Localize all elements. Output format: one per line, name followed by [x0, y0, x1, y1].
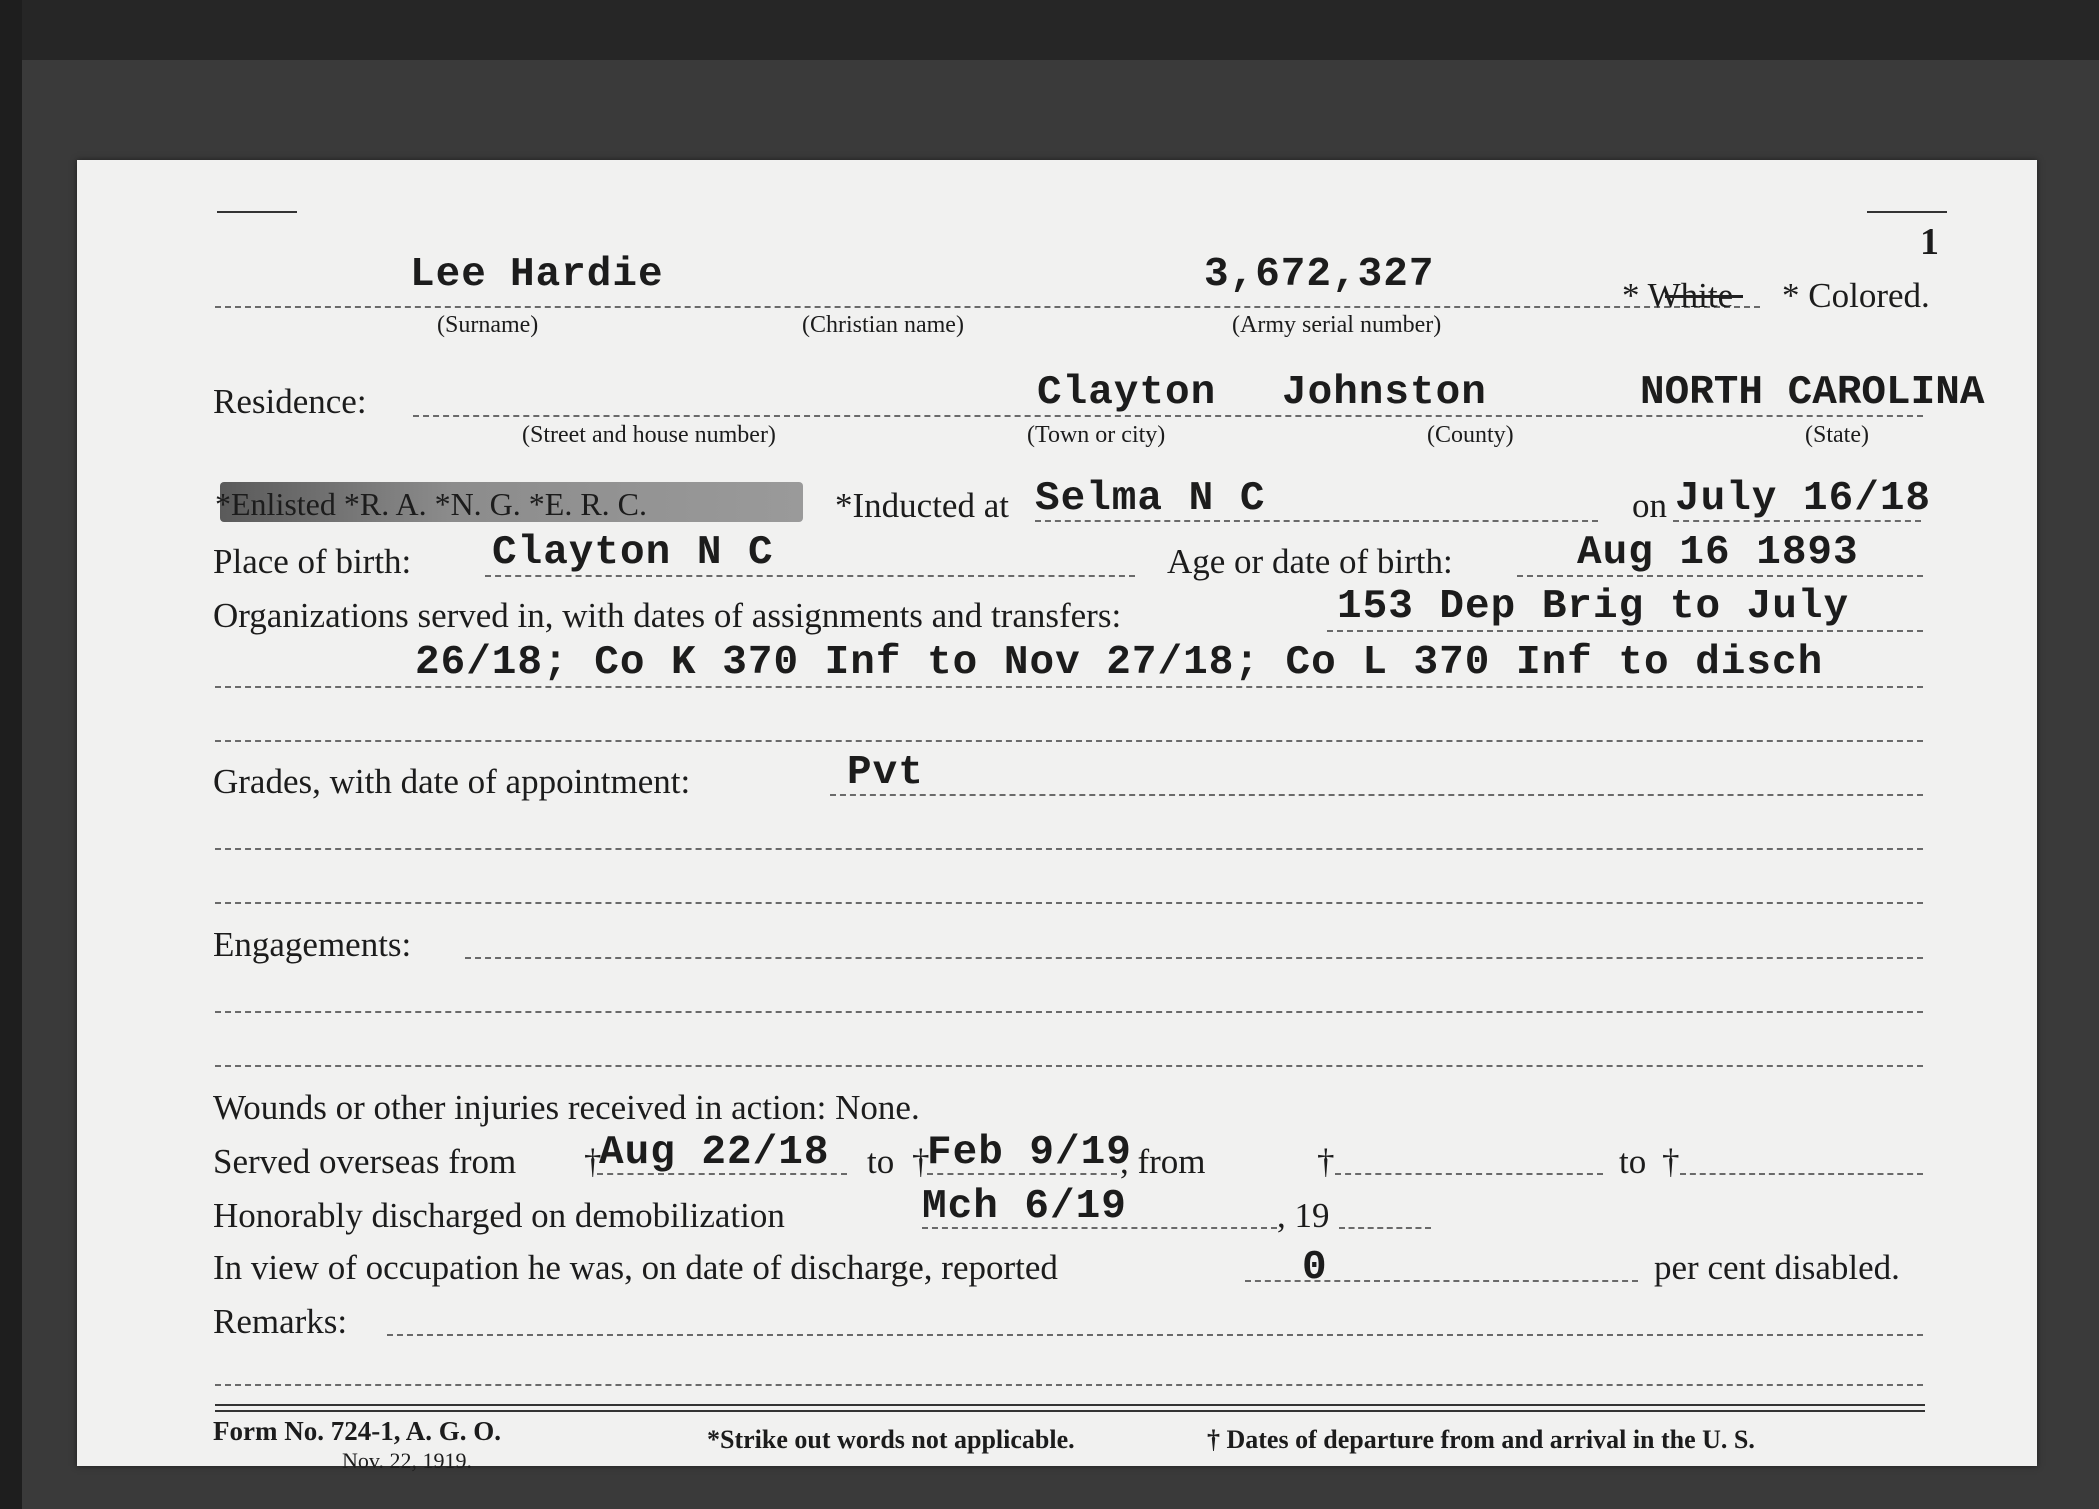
org-line2-value: 26/18; Co K 370 Inf to Nov 27/18; Co L 370 Inf to disch	[415, 640, 1824, 686]
remarks-label: Remarks:	[213, 1302, 348, 1341]
inducted-label: *Inducted at	[835, 486, 1009, 525]
engagements-line2	[215, 1011, 1923, 1013]
grades-label: Grades, with date of appointment:	[213, 762, 691, 801]
to-label: to	[867, 1142, 895, 1181]
enlisted-options: *Enlisted *R. A. *N. G. *E. R. C.	[215, 486, 648, 522]
christian-caption: (Christian name)	[802, 312, 964, 338]
christian-name-value: Hardie	[510, 252, 664, 298]
county-caption: (County)	[1427, 422, 1514, 448]
birth-place-value: Clayton N C	[492, 530, 774, 576]
nineteen-label: , 19	[1277, 1196, 1330, 1235]
engagements-label: Engagements:	[213, 925, 412, 964]
background-top	[0, 0, 2099, 60]
dagger-3: †	[1317, 1142, 1335, 1181]
org-line1-value: 153 Dep Brig to July	[1337, 584, 1850, 630]
org-line1-rule	[1327, 630, 1923, 632]
from-label-2: , from	[1120, 1142, 1206, 1181]
birth-date-line	[1517, 575, 1923, 577]
footer-rule-1	[215, 1404, 1925, 1406]
date-line	[1673, 520, 1921, 522]
service-record-card	[77, 160, 2037, 1473]
corner-mark-left	[217, 211, 297, 213]
to-label-2: to	[1619, 1142, 1647, 1181]
discharge-date-value: Mch 6/19	[922, 1184, 1127, 1230]
form-date: Nov. 22, 1919.	[342, 1448, 472, 1473]
discharge-label: Honorably discharged on demobilization	[213, 1196, 785, 1235]
inducted-place-value: Selma N C	[1035, 476, 1266, 522]
town-caption: (Town or city)	[1027, 422, 1166, 448]
inducted-date-value: July 16/18	[1675, 476, 1932, 522]
overseas-from-value: Aug 22/18	[599, 1130, 830, 1176]
overseas-label: Served overseas from	[213, 1142, 517, 1181]
to2-line	[1680, 1173, 1923, 1175]
grades-line3	[215, 902, 1923, 904]
form-number: Form No. 724-1, A. G. O.	[213, 1416, 501, 1446]
year-line	[1339, 1227, 1431, 1229]
org-line2-rule	[215, 686, 1923, 688]
footer-rule-2	[215, 1410, 1925, 1412]
org-line3-rule	[215, 740, 1923, 742]
on-label: on	[1632, 486, 1667, 525]
name-line	[215, 306, 1760, 308]
overseas-to-line	[927, 1173, 1117, 1175]
corner-mark-right	[1867, 211, 1947, 213]
overseas-to-value: Feb 9/19	[927, 1130, 1132, 1176]
birth-place-line	[485, 575, 1135, 577]
engagements-line3	[215, 1065, 1923, 1067]
grade-value: Pvt	[847, 750, 924, 796]
footnote-dates: † Dates of departure from and arrival in the U. S.	[1207, 1425, 1755, 1454]
disabled-value: 0	[1302, 1245, 1328, 1291]
wounds-text: Wounds or other injuries received in action: None.	[213, 1088, 920, 1127]
county-value: Johnston	[1282, 370, 1487, 416]
birth-date-value: Aug 16 1893	[1577, 530, 1859, 576]
birth-label: Place of birth:	[213, 542, 412, 581]
footnote-strike: *Strike out words not applicable.	[707, 1425, 1075, 1454]
discharge-line	[922, 1227, 1277, 1229]
age-label: Age or date of birth:	[1167, 542, 1453, 581]
town-value: Clayton	[1037, 370, 1217, 416]
organizations-label: Organizations served in, with dates of assignments and transfers:	[213, 596, 1122, 635]
disabled-suffix: per cent disabled.	[1654, 1248, 1900, 1287]
dagger-2: †	[912, 1142, 930, 1181]
race-white: * White	[1622, 276, 1734, 315]
serial-caption: (Army serial number)	[1232, 312, 1442, 338]
grades-line1	[830, 794, 1923, 796]
from2-line	[1335, 1173, 1603, 1175]
residence-label: Residence:	[213, 382, 367, 421]
dagger-4: †	[1662, 1142, 1680, 1181]
remarks-line1	[387, 1334, 1923, 1336]
engagements-line1	[465, 957, 1923, 959]
remarks-line2	[215, 1384, 1923, 1386]
race-colored: * Colored.	[1782, 276, 1930, 315]
dagger-1: †	[584, 1142, 602, 1181]
street-caption: (Street and house number)	[522, 422, 776, 448]
background-left-edge	[0, 0, 22, 1509]
occupation-label: In view of occupation he was, on date of discharge, reported	[213, 1248, 1058, 1287]
serial-number-value: 3,672,327	[1204, 252, 1435, 298]
state-value: NORTH CAROLINA	[1640, 370, 1985, 416]
overseas-from-line	[597, 1173, 847, 1175]
grades-line2	[215, 848, 1923, 850]
surname-value: Lee	[410, 252, 487, 298]
surname-caption: (Surname)	[437, 312, 539, 338]
state-caption: (State)	[1805, 422, 1869, 448]
race-white-strike	[1665, 295, 1743, 298]
card-number: 1	[1920, 221, 1939, 263]
inducted-line	[1035, 520, 1598, 522]
